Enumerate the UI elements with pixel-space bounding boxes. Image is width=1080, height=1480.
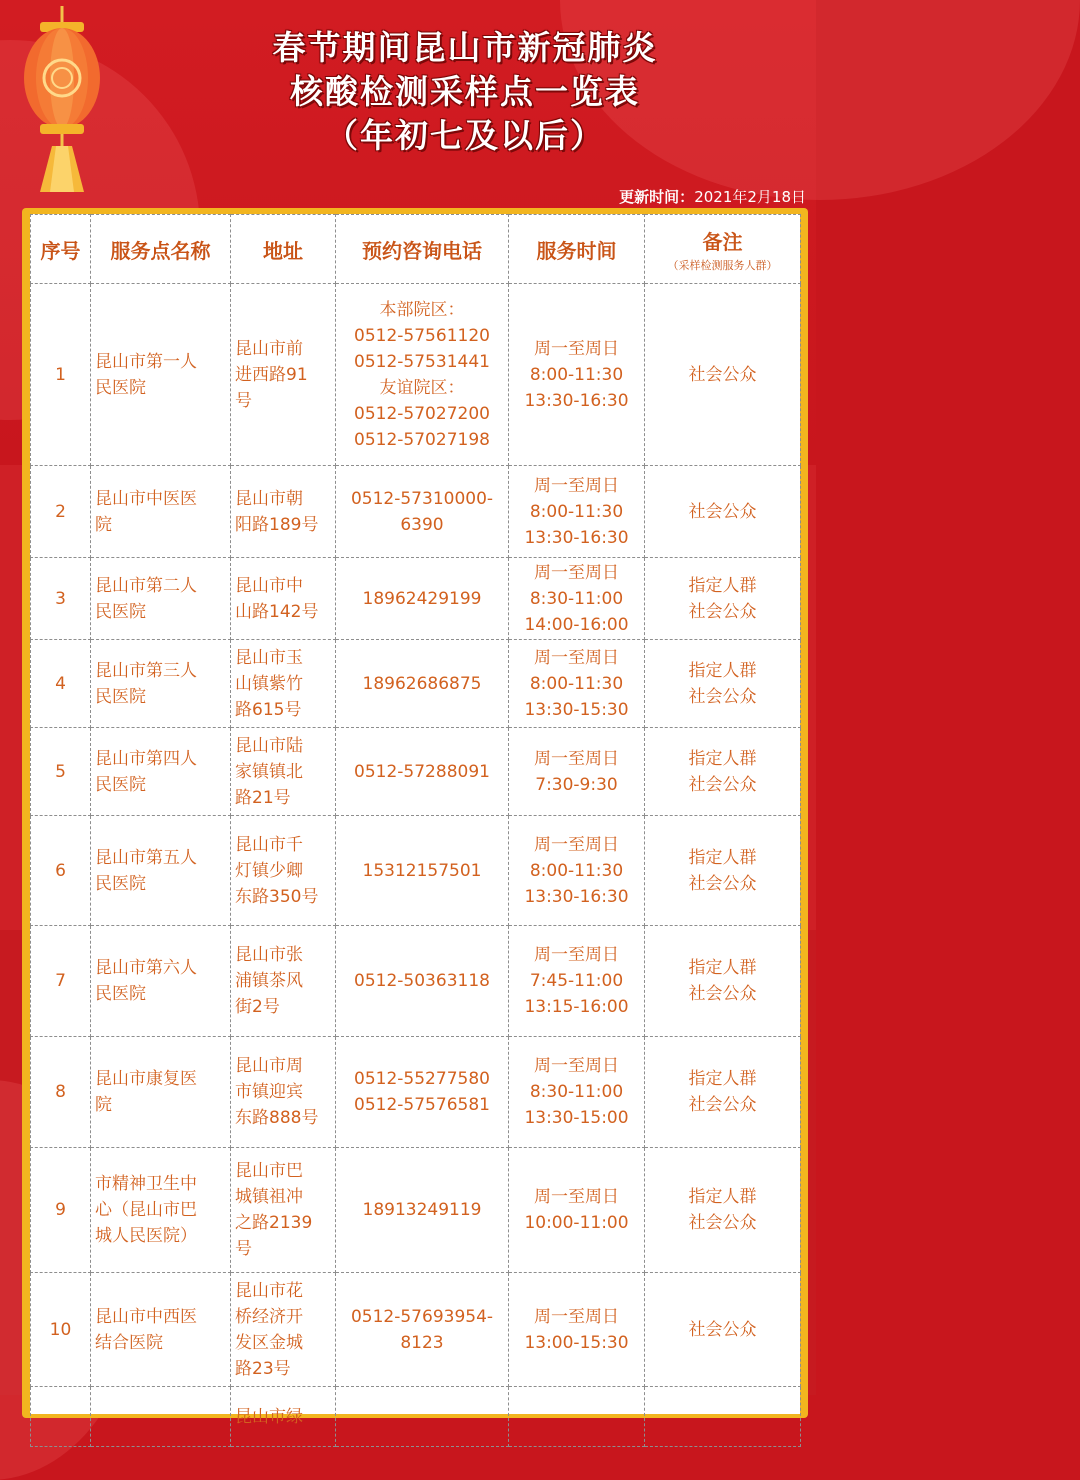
cell-phone-line: 18962686875 <box>362 673 482 694</box>
cell-address-line: 路23号 <box>235 1358 291 1379</box>
cell-address-line: 昆山市陆 <box>235 735 303 756</box>
header-hours: 服务时间 <box>509 215 645 284</box>
cell-hours <box>509 1037 645 1148</box>
cell-hours-line: 周一至周日 <box>534 834 619 855</box>
page-title-line-1: 春节期间昆山市新冠肺炎 <box>272 28 658 67</box>
cell-name <box>91 558 231 640</box>
cell-address <box>231 466 336 558</box>
cell-name-line: 昆山市第六人 <box>95 958 197 978</box>
table-row <box>31 926 801 1037</box>
cell-note <box>645 640 801 728</box>
cell-hours-line: 13:30-15:00 <box>524 1108 629 1128</box>
cell-index: 8 <box>31 1037 91 1148</box>
cell-name-line: 市精神卫生中 <box>95 1174 197 1194</box>
cell-name <box>91 728 231 816</box>
cell-hours-line: 周一至周日 <box>534 562 619 583</box>
table-row <box>31 1148 801 1273</box>
cell-hours-line: 周一至周日 <box>534 1187 619 1207</box>
cell-phone-line: 0512-57027198 <box>354 429 490 450</box>
cell-index: 10 <box>31 1273 91 1387</box>
cell-hours <box>509 1148 645 1273</box>
cell-phone-line: 0512-57531441 <box>354 351 490 372</box>
cell-hours <box>509 728 645 816</box>
cell-address-line: 昆山市花 <box>235 1280 303 1301</box>
cell-phone-line: 18913249119 <box>362 1200 482 1220</box>
header-phone: 预约咨询电话 <box>336 215 509 284</box>
cell-note-line: 指定人群 <box>688 1187 757 1207</box>
cell-hours-line: 13:30-16:30 <box>524 390 629 411</box>
cell-address <box>231 558 336 640</box>
cell-index: 7 <box>31 926 91 1037</box>
cell-address-line: 路21号 <box>235 787 291 808</box>
cell-phone <box>336 1273 509 1387</box>
page-title-line-3: （年初七及以后） <box>325 116 605 155</box>
update-time-label: 更新时间： <box>619 188 695 206</box>
cell-address-line: 街2号 <box>235 997 280 1017</box>
cell-phone <box>336 1037 509 1148</box>
cell-address-line: 家镇镇北 <box>235 761 303 782</box>
cell-address-line: 发区金城 <box>235 1332 303 1353</box>
cell-name-line: 昆山市第三人 <box>95 660 197 681</box>
table-row <box>31 1037 801 1148</box>
cell-address <box>231 284 336 466</box>
cell-name-line: 院 <box>95 1095 112 1115</box>
cell-hours <box>509 926 645 1037</box>
cell-name-line: 民医院 <box>95 686 146 707</box>
cell-phone <box>336 1148 509 1273</box>
cell-index <box>31 1387 91 1447</box>
cell-index: 2 <box>31 466 91 558</box>
cell-name-line: 结合医院 <box>95 1332 163 1353</box>
cell-phone <box>336 926 509 1037</box>
cell-note-line: 指定人群 <box>688 958 757 978</box>
cell-hours-line: 周一至周日 <box>534 647 619 668</box>
cell-address-line: 东路350号 <box>235 886 319 907</box>
cell-address-line: 市镇迎宾 <box>235 1082 303 1102</box>
cell-name-line: 民医院 <box>95 984 146 1004</box>
update-time-value: 2021年2月18日 <box>694 188 806 206</box>
cell-hours <box>509 466 645 558</box>
cell-index: 9 <box>31 1148 91 1273</box>
cell-hours <box>509 816 645 926</box>
cell-name-line: 民医院 <box>95 377 146 398</box>
header-note <box>645 215 801 284</box>
cell-address-line: 进西路91 <box>235 364 308 385</box>
cell-name-line: 昆山市第四人 <box>95 748 197 769</box>
cell-note-line: 社会公众 <box>688 1319 757 1340</box>
cell-name-line: 民医院 <box>95 774 146 795</box>
table-header-row <box>31 215 801 284</box>
header-note-sub: （采样检测服务人群） <box>667 258 778 272</box>
cell-note-line: 社会公众 <box>688 364 757 385</box>
cell-note <box>645 728 801 816</box>
cell-note <box>645 1273 801 1387</box>
cell-note-line: 指定人群 <box>688 748 757 769</box>
table-row <box>31 640 801 728</box>
cell-name <box>91 1387 231 1447</box>
cell-phone <box>336 728 509 816</box>
cell-hours-line: 13:15-16:00 <box>524 997 629 1017</box>
cell-hours-line: 周一至周日 <box>534 1306 619 1327</box>
cell-hours-line: 13:00-15:30 <box>524 1332 629 1353</box>
cell-index: 5 <box>31 728 91 816</box>
cell-phone <box>336 284 509 466</box>
cell-hours-line: 14:00-16:00 <box>524 614 629 635</box>
cell-phone-line: 0512-50363118 <box>354 971 490 991</box>
cell-address-line: 昆山市玉 <box>235 647 303 668</box>
cell-note-line: 社会公众 <box>688 873 757 894</box>
cell-name <box>91 1037 231 1148</box>
cell-index: 6 <box>31 816 91 926</box>
cell-name-line: 心（昆山市巴 <box>95 1200 197 1220</box>
cell-address <box>231 1037 336 1148</box>
page-title-line-2: 核酸检测采样点一览表 <box>290 72 640 111</box>
cell-note <box>645 1148 801 1273</box>
cell-note <box>645 926 801 1037</box>
cell-note-line: 指定人群 <box>688 575 757 596</box>
cell-hours <box>509 1387 645 1447</box>
cell-address-line: 昆山市中 <box>235 575 303 596</box>
table-row <box>31 816 801 926</box>
cell-address-line: 昆山市绿 <box>235 1406 303 1427</box>
cell-phone <box>336 558 509 640</box>
cell-note-line: 社会公众 <box>688 1095 757 1115</box>
cell-hours-line: 13:30-16:30 <box>524 886 629 907</box>
cell-phone-line: 本部院区： <box>379 299 465 320</box>
cell-phone-line: 6390 <box>400 514 444 535</box>
cell-hours-line: 周一至周日 <box>534 475 619 496</box>
cell-address-line: 号 <box>235 390 252 411</box>
cell-address-line: 东路888号 <box>235 1108 319 1128</box>
table-body <box>31 284 801 1447</box>
cell-hours-line: 周一至周日 <box>534 1056 619 1076</box>
cell-address-line: 桥经济开 <box>235 1306 303 1327</box>
cell-index: 3 <box>31 558 91 640</box>
cell-address-line: 昆山市千 <box>235 834 303 855</box>
cell-phone-line: 0512-57561120 <box>354 325 490 346</box>
cell-name-line: 昆山市第五人 <box>95 847 197 868</box>
header-address: 地址 <box>231 215 336 284</box>
cell-phone-line: 0512-57310000- <box>350 488 494 509</box>
cell-hours <box>509 558 645 640</box>
cell-hours-line: 10:00-11:00 <box>524 1213 629 1233</box>
cell-address <box>231 728 336 816</box>
cell-hours <box>509 284 645 466</box>
cell-address-line: 昆山市张 <box>235 945 303 965</box>
cell-address-line: 号 <box>235 1239 252 1259</box>
table-row <box>31 284 801 466</box>
cell-phone-line: 18962429199 <box>362 588 482 609</box>
cell-note <box>645 558 801 640</box>
cell-note-line: 指定人群 <box>688 1069 757 1089</box>
cell-phone <box>336 816 509 926</box>
cell-phone-line: 8123 <box>400 1332 444 1353</box>
update-time <box>619 186 806 207</box>
cell-name-line: 昆山市康复医 <box>95 1069 197 1089</box>
cell-address-line: 灯镇少卿 <box>235 860 303 881</box>
lantern-icon <box>22 6 104 196</box>
cell-name-line: 昆山市中西医 <box>95 1306 197 1327</box>
cell-phone <box>336 1387 509 1447</box>
cell-address-line: 之路2139 <box>235 1213 313 1233</box>
cell-name <box>91 466 231 558</box>
sampling-sites-table <box>30 214 801 1447</box>
cell-name <box>91 926 231 1037</box>
cell-hours-line: 7:30-9:30 <box>535 774 618 795</box>
cell-name <box>91 284 231 466</box>
cell-note-line: 社会公众 <box>688 1213 757 1233</box>
cell-address-line: 山路142号 <box>235 601 319 622</box>
cell-phone <box>336 640 509 728</box>
cell-hours <box>509 640 645 728</box>
cell-note-line: 社会公众 <box>688 501 757 522</box>
cell-index: 1 <box>31 284 91 466</box>
table-row <box>31 466 801 558</box>
cell-note-line: 社会公众 <box>688 686 757 707</box>
cell-address <box>231 1148 336 1273</box>
cell-hours <box>509 1273 645 1387</box>
cell-note <box>645 284 801 466</box>
cell-address-line: 昆山市巴 <box>235 1161 303 1181</box>
cell-address <box>231 1387 336 1447</box>
cell-phone-line: 友谊院区： <box>379 377 465 398</box>
cell-note-line: 社会公众 <box>688 601 757 622</box>
cell-address-line: 浦镇茶风 <box>235 971 303 991</box>
table-row <box>31 1273 801 1387</box>
cell-name <box>91 1148 231 1273</box>
cell-note <box>645 1387 801 1447</box>
cell-address-line: 山镇紫竹 <box>235 673 303 694</box>
cell-name-line: 昆山市第二人 <box>95 575 197 596</box>
header-index: 序号 <box>31 215 91 284</box>
cell-name <box>91 816 231 926</box>
cell-hours-line: 8:00-11:30 <box>529 673 624 694</box>
cell-phone-line: 15312157501 <box>362 860 482 881</box>
cell-hours-line: 周一至周日 <box>534 338 619 359</box>
cell-phone-line: 0512-57693954- <box>350 1306 494 1327</box>
cell-hours-line: 8:00-11:30 <box>529 364 624 385</box>
cell-name-line: 院 <box>95 514 112 535</box>
cell-note-line: 指定人群 <box>688 847 757 868</box>
cell-address <box>231 1273 336 1387</box>
cell-note <box>645 1037 801 1148</box>
cell-hours-line: 13:30-16:30 <box>524 527 629 548</box>
table-sheet <box>30 214 800 1427</box>
cell-phone-line: 0512-57288091 <box>354 761 490 782</box>
cell-index: 4 <box>31 640 91 728</box>
cell-hours-line: 8:30-11:00 <box>529 1082 624 1102</box>
cell-note <box>645 466 801 558</box>
cell-address <box>231 640 336 728</box>
cell-name <box>91 1273 231 1387</box>
cell-note-line: 指定人群 <box>688 660 757 681</box>
cell-phone <box>336 466 509 558</box>
cell-hours-line: 8:00-11:30 <box>529 860 624 881</box>
cell-address <box>231 926 336 1037</box>
cell-name <box>91 640 231 728</box>
cell-address-line: 阳路189号 <box>235 514 319 535</box>
table-row <box>31 1387 801 1447</box>
cell-address-line: 昆山市前 <box>235 338 303 359</box>
cell-hours-line: 周一至周日 <box>534 945 619 965</box>
cell-name-line: 民医院 <box>95 873 146 894</box>
cell-name-line: 昆山市第一人 <box>95 351 197 372</box>
cell-name-line: 昆山市中医医 <box>95 488 197 509</box>
cell-phone-line: 0512-57027200 <box>354 403 490 424</box>
header-name: 服务点名称 <box>91 215 231 284</box>
cell-hours-line: 周一至周日 <box>534 748 619 769</box>
cell-name-line: 民医院 <box>95 601 146 622</box>
cell-hours-line: 13:30-15:30 <box>524 699 629 720</box>
cell-phone-line: 0512-57576581 <box>354 1095 490 1115</box>
table-row <box>31 558 801 640</box>
cell-note <box>645 816 801 926</box>
header-note-label: 备注 <box>702 229 743 254</box>
table-row <box>31 728 801 816</box>
cell-address-line: 昆山市周 <box>235 1056 303 1076</box>
cell-address-line: 路615号 <box>235 699 302 720</box>
cell-address-line: 昆山市朝 <box>235 488 303 509</box>
cell-hours-line: 7:45-11:00 <box>529 971 624 991</box>
cell-hours-line: 8:30-11:00 <box>529 588 624 609</box>
cell-address-line: 城镇祖冲 <box>235 1187 303 1207</box>
cell-hours-line: 8:00-11:30 <box>529 501 624 522</box>
cell-phone-line: 0512-55277580 <box>354 1069 490 1089</box>
cell-name-line: 城人民医院） <box>95 1226 197 1246</box>
cell-note-line: 社会公众 <box>688 984 757 1004</box>
cell-address <box>231 816 336 926</box>
cell-note-line: 社会公众 <box>688 774 757 795</box>
